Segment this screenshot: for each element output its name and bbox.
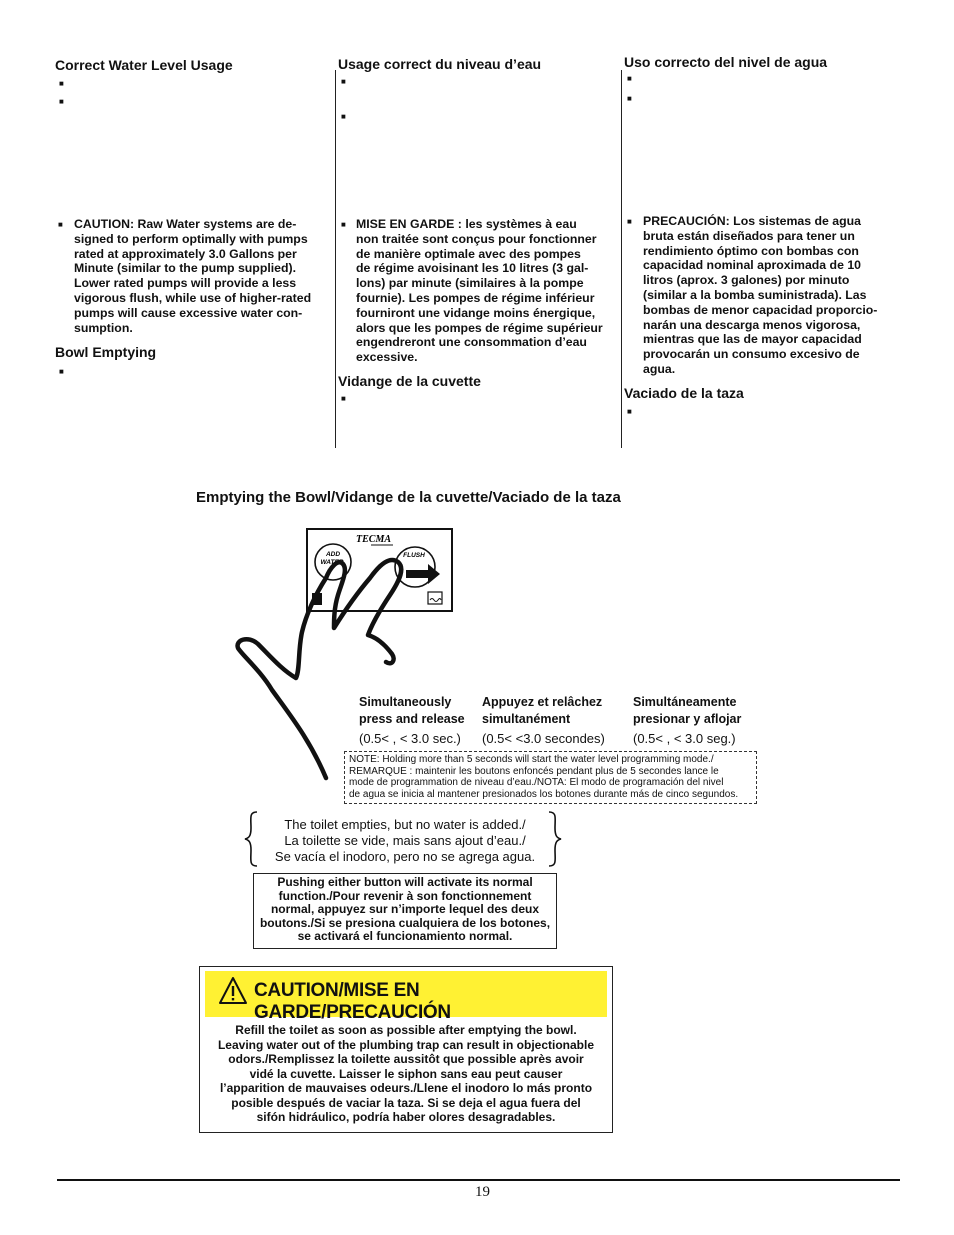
instruction-es: Simultáneamente presionar y aflojar (0.5< , < 3.0 seg.) bbox=[633, 695, 742, 746]
heading-en: Correct Water Level Usage bbox=[55, 57, 233, 73]
normal-function-box: Pushing either button will activate its normal function./Pour revenir à son fonctionnement normal, appuyez sur n’importe lequel des deux boutons./Si se presiona cualquiera de los botones, se activará el funcionamiento normal. bbox=[253, 873, 557, 949]
result-text: The toilet empties, but no water is added./ La toilette se vide, mais sans ajout d’eau./ Se vacía el inodoro, pero no se agrega agua. bbox=[274, 817, 536, 864]
bullet: ■ bbox=[59, 79, 64, 88]
bullet: ■ bbox=[341, 394, 346, 403]
programming-mode-note: NOTE: Holding more than 5 seconds will start the water level programming mode./ REMARQUE : maintenir les boutons enfoncés pendant plus de 5 secondes lance le mode de programmation de niveau d’eau./NOTA: El modo de programación del nivel de agua se inicia al mantener presionados los botones durante más de cinco segundos. bbox=[344, 751, 757, 804]
caution-body: Refill the toilet as soon as possible after emptying the bowl. Leaving water out of the plumbing trap can result in objectionable odors./Remplissez la toilette aussitôt que possible après avoir vidé la cuvette. Laisser le siphon sans eau peut causer l’apparition de mauvaises odeurs./Llene el inodoro lo más pronto posible después de vaciar la taza. Si se deja el agua fuera del sifón hidráulico, podría haber olores desagradables. bbox=[217, 1023, 595, 1124]
add-water-label-1: ADD bbox=[325, 551, 341, 558]
bullet: ■ bbox=[341, 112, 346, 121]
page-number: 19 bbox=[475, 1184, 490, 1200]
bullet: ■ bbox=[627, 94, 632, 103]
column-divider bbox=[335, 70, 336, 448]
footer-rule bbox=[57, 1179, 900, 1181]
caution-title: CAUTION/MISE EN GARDE/PRECAUCIÓN bbox=[254, 980, 451, 1023]
caution-es: ■ PRECAUCIÓN: Los sistemas de agua bruta están diseñados para tener un rendimiento óptimo con bombas con capacidad nominal aproximada de 10 litros (aprox. 3 galones) por minuto (similar a la bomba suministrada). Las bombas de menor capacidad proporcio- narán una descarga menos vigorosa, mientras que las de mayor capacidad provocarán un consumo excesivo de agua. bbox=[627, 214, 878, 376]
bullet: ■ bbox=[627, 74, 632, 83]
subheading-en: Bowl Emptying bbox=[55, 344, 157, 360]
brand-logo: TECMA bbox=[356, 534, 392, 545]
add-water-label-2: WATER bbox=[320, 559, 344, 566]
instruction-fr: Appuyez et relâchez simultanément (0.5< <3.0 secondes) bbox=[482, 695, 605, 746]
bullet: ■ bbox=[341, 77, 346, 86]
warning-triangle-icon bbox=[218, 976, 248, 1006]
bullet: ■ bbox=[59, 367, 64, 376]
caution-en: ■ CAUTION: Raw Water systems are de- signed to perform optimally with pumps rated at approximately 3.0 Gallons per Minute (similar to the pump supplied). Lower rated pumps will provide a less vigorous flush, while use of higher-rated pumps will cause excessive water con- sumption. bbox=[58, 217, 312, 335]
caution-box bbox=[199, 966, 613, 1133]
instruction-en: Simultaneously press and release (0.5< , < 3.0 sec.) bbox=[359, 695, 465, 746]
caution-fr: ■ MISE EN GARDE : les systèmes à eau non traitée sont conçus pour fonctionner de manière optimale avec des pompes de régime avoisinant les 10 litres (3 gal- lons) par minute (similaires à la pompe fournie). Les pompes de régime inférieur fourniront une vidange moins énergique, alors que les pompes de régime supérieur engendreront une consommation d’eau excessive. bbox=[341, 217, 603, 365]
bullet: ■ bbox=[627, 407, 632, 416]
flush-label: FLUSH bbox=[403, 552, 425, 559]
heading-es: Uso correcto del nivel de agua bbox=[624, 54, 828, 70]
subheading-es: Vaciado de la taza bbox=[624, 385, 744, 401]
column-divider bbox=[621, 70, 622, 448]
diagram-title: Emptying the Bowl/Vidange de la cuvette/Vaciado de la taza bbox=[196, 489, 621, 506]
heading-fr: Usage correct du niveau d’eau bbox=[338, 56, 542, 72]
bullet: ■ bbox=[59, 97, 64, 106]
subheading-fr: Vidange de la cuvette bbox=[338, 373, 481, 389]
